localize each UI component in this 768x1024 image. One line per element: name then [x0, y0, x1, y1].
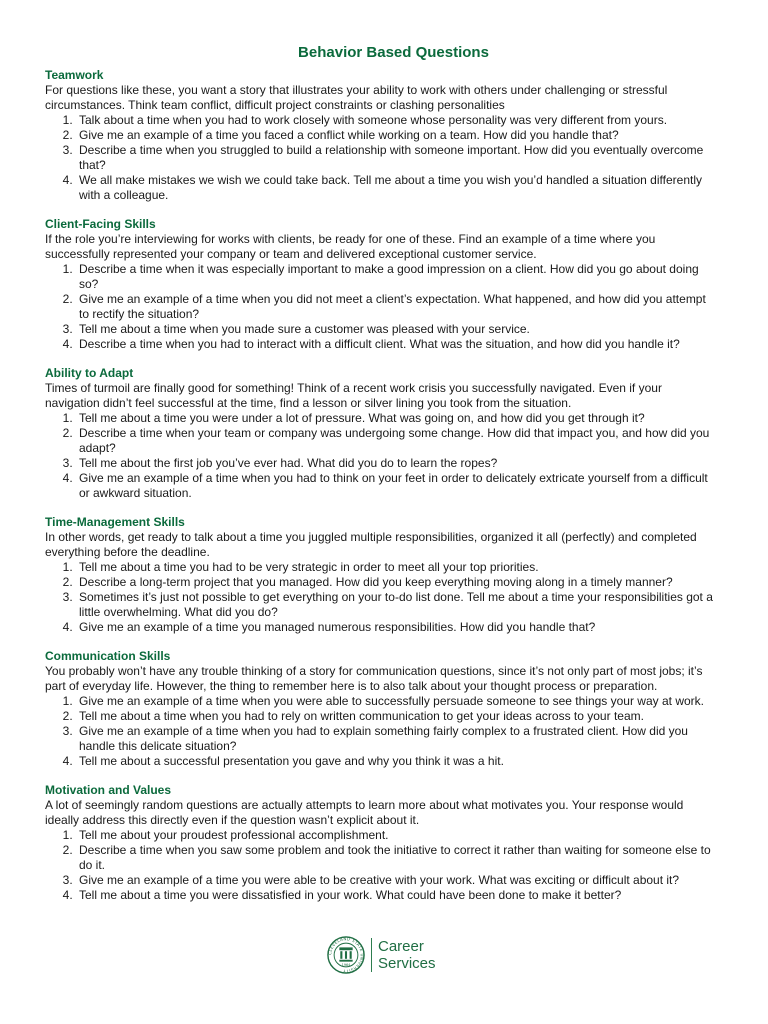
section [45, 783, 718, 903]
question-item: 2. Tell me about a time when you had to rely on written communication to get your ideas across to your team. [76, 709, 718, 724]
question-item: 4. Tell me about a time you were dissatisfied in your work. What could have been done to make it better? [76, 888, 718, 903]
question-item: 1. Give me an example of a time when you were able to successfully persuade someone to see things your way at work. [76, 694, 718, 709]
question-item: 1. Tell me about a time you were under a lot of pressure. What was going on, and how did you get through it? [76, 411, 718, 426]
logo-line-services: Services [378, 955, 436, 972]
question-item: 3. Describe a time when you struggled to build a relationship with someone important. How did you eventually overcome that? [76, 143, 718, 173]
question-item: 3. Sometimes it’s just not possible to get everything on your to-do list done. Tell me about a time your responsibilities got a little overwhelming. What did you do? [76, 590, 718, 620]
question-list [45, 113, 718, 203]
logo-wordmark [378, 938, 436, 972]
career-services-logo [327, 936, 436, 974]
question-list [45, 828, 718, 903]
question-item: 2. Give me an example of a time when you did not meet a client’s expectation. What happened, and how did you attempt to rectify the situation? [76, 292, 718, 322]
question-item: 3. Give me an example of a time when you had to explain something fairly complex to a frustrated client. How did you handle this delicate situation? [76, 724, 718, 754]
section-heading: Teamwork [45, 68, 104, 82]
question-item: 2. Give me an example of a time you faced a conflict while working on a team. How did you handle that? [76, 128, 718, 143]
section [45, 649, 718, 769]
section-intro: In other words, get ready to talk about a time you juggled multiple responsibilities, organized it all (perfectly) and completed everything before the deadline. [45, 530, 697, 559]
seal-year: 1964 [341, 962, 351, 967]
section [45, 366, 718, 501]
section-intro: Times of turmoil are finally good for something! Think of a recent work crisis you successfully navigated. Even if your navigation didn’t feel successful at the time, find a lesson or silver lining you took from the situation. [45, 381, 662, 410]
question-item: 4. Give me an example of a time when you had to think on your feet in order to delicately extricate yourself from a difficult or awkward situation. [76, 471, 718, 501]
logo-divider [371, 938, 372, 972]
question-item: 4. Give me an example of a time you managed numerous responsibilities. How did you handle that? [76, 620, 718, 635]
question-item: 1. Talk about a time when you had to work closely with someone whose personality was very different from yours. [76, 113, 718, 128]
section-heading: Time-Management Skills [45, 515, 185, 529]
question-item: 4. We all make mistakes we wish we could take back. Tell me about a time you wish you’d handled a situation differently with a colleague. [76, 173, 718, 203]
sections-container [45, 68, 718, 903]
section [45, 68, 718, 203]
section [45, 217, 718, 352]
question-item: 4. Tell me about a successful presentation you gave and why you think it was a hit. [76, 754, 718, 769]
section-heading: Ability to Adapt [45, 366, 134, 380]
document-title: Behavior Based Questions [298, 44, 489, 61]
question-item: 3. Give me an example of a time you were able to be creative with your work. What was exciting or difficult about it? [76, 873, 718, 888]
question-list [45, 560, 718, 635]
section-heading: Client-Facing Skills [45, 217, 156, 231]
question-item: 1. Tell me about your proudest professional accomplishment. [76, 828, 718, 843]
question-item: 4. Describe a time when you had to interact with a difficult client. What was the situation, and how did you handle it? [76, 337, 718, 352]
question-item: 2. Describe a time when you saw some problem and took the initiative to correct it rather than waiting for someone else to do it. [76, 843, 718, 873]
section-intro: A lot of seemingly random questions are actually attempts to learn more about what motivates you. Your response would ideally address this directly even if the question wasn’t explicit about it. [45, 798, 684, 827]
seal-text: CLEVELAND STATE UNIVERSITY [327, 936, 365, 974]
question-item: 2. Describe a long-term project that you managed. How did you keep everything moving along in a timely manner? [76, 575, 718, 590]
section-intro: For questions like these, you want a story that illustrates your ability to work with others under challenging or stressful circumstances. Think team conflict, difficult project constraints or clashing personalities [45, 83, 668, 112]
section [45, 515, 718, 635]
section-intro: You probably won’t have any trouble thinking of a story for communication questions, since it’s not only part of most jobs; it’s part of everyday life. However, the thing to remember here is to also talk about your thought process or preparation. [45, 664, 703, 693]
question-item: 2. Describe a time when your team or company was undergoing some change. How did that impact you, and how did you adapt? [76, 426, 718, 456]
university-seal-icon [327, 936, 365, 974]
section-heading: Communication Skills [45, 649, 171, 663]
question-list [45, 411, 718, 501]
question-list [45, 262, 718, 352]
question-list [45, 694, 718, 769]
question-item: 1. Describe a time when it was especially important to make a good impression on a client. How did you go about doing so? [76, 262, 718, 292]
question-item: 1. Tell me about a time you had to be very strategic in order to meet all your top priorities. [76, 560, 718, 575]
section-heading: Motivation and Values [45, 783, 172, 797]
question-item: 3. Tell me about the first job you’ve ever had. What did you do to learn the ropes? [76, 456, 718, 471]
logo-line-career: Career [378, 938, 424, 955]
section-intro: If the role you’re interviewing for works with clients, be ready for one of these. Find an example of a time where you successfully represented your company or team and delivered exceptional customer service. [45, 232, 656, 261]
question-item: 3. Tell me about a time when you made sure a customer was pleased with your service. [76, 322, 718, 337]
